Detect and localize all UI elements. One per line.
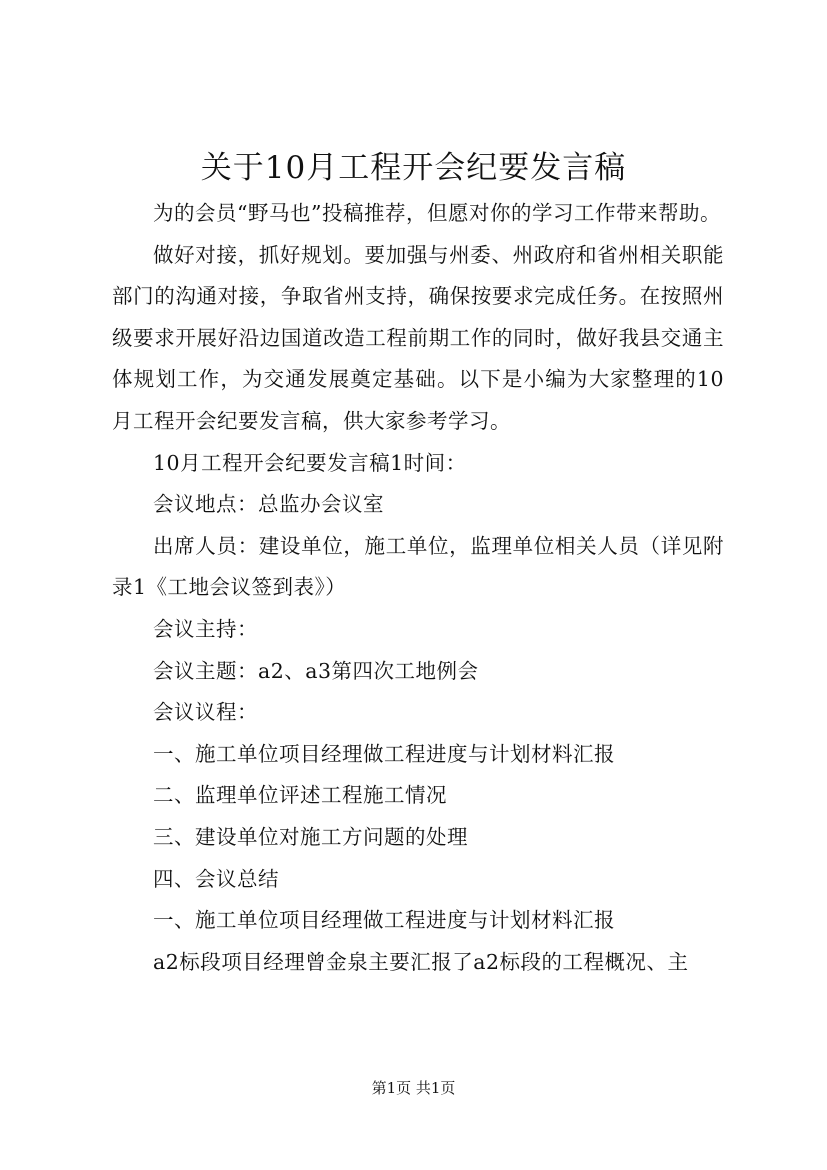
page-footer: 第1页 共1页	[371, 1079, 456, 1097]
paragraph-agenda: 会议议程：	[153, 700, 258, 725]
agenda-item-2: 二、监理单位评述工程施工情况	[153, 783, 447, 808]
document-body	[112, 193, 724, 983]
section-heading-1: 一、施工单位项目经理做工程进度与计划材料汇报	[153, 908, 615, 933]
agenda-item-1: 一、施工单位项目经理做工程进度与计划材料汇报	[153, 741, 615, 766]
paragraph-attendees: 出席人员：建设单位，施工单位，监理单位相关人员（详见附录1《工地会议签到表》）	[112, 533, 724, 600]
paragraph-report: a2标段项目经理曾金泉主要汇报了a2标段的工程概况、主	[153, 949, 689, 974]
document-title: 关于10月工程开会纪要发言稿	[200, 150, 627, 186]
paragraph-host: 会议主持：	[153, 616, 258, 641]
paragraph-location: 会议地点：总监办会议室	[153, 492, 384, 517]
agenda-item-4: 四、会议总结	[153, 866, 279, 891]
paragraph-intro: 为的会员“野马也”投稿推荐，但愿对你的学习工作带来帮助。	[153, 201, 721, 225]
agenda-item-3: 三、建设单位对施工方问题的处理	[153, 824, 468, 849]
paragraph-topic: 会议主题：a2、a3第四次工地例会	[153, 658, 479, 683]
paragraph-main: 做好对接，抓好规划。要加强与州委、州政府和省州相关职能部门的沟通对接，争取省州支持，确保按要求完成任务。在按照州级要求开展好沿边国道改造工程前期工作的同时，做好我县交通主体规划工作，为交通发展奠定基础。以下是小编为大家整理的10月工程开会纪要发言稿，供大家参考学习。	[112, 242, 724, 433]
paragraph-time: 10月工程开会纪要发言稿1时间：	[153, 450, 467, 475]
